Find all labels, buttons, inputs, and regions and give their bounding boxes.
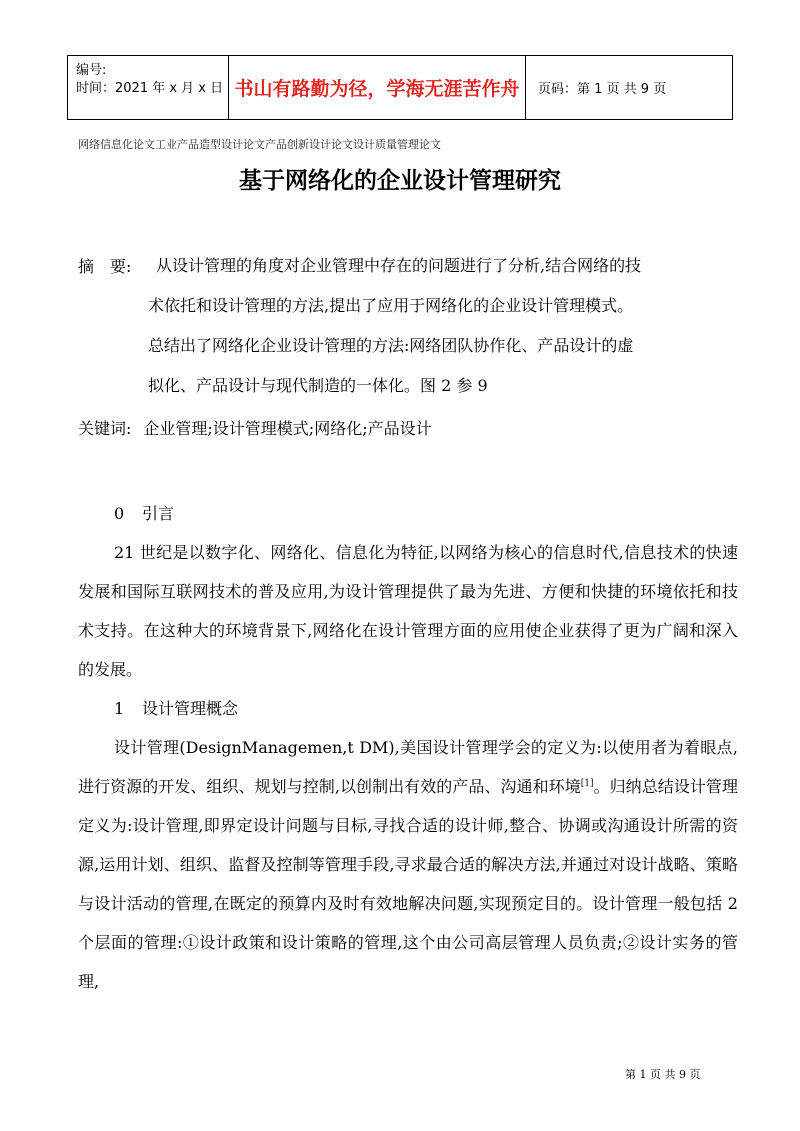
- abstract-line: 拟化、产品设计与现代制造的一体化。图 2 参 9: [148, 376, 488, 395]
- section-title: 设计管理概念: [142, 699, 239, 718]
- abstract-line: 总结出了网络化企业设计管理的方法:网络团队协作化、产品设计的虚: [148, 336, 634, 355]
- abstract-line: 术依托和设计管理的方法,提出了应用于网络化的企业设计管理模式。: [148, 296, 634, 315]
- citation: [1]: [580, 778, 594, 789]
- keywords-label: 关键词:: [78, 419, 132, 438]
- abstract-text: [148, 246, 738, 406]
- category-line: 网络信息化论文工业产品造型设计论文产品创新设计论文设计质量管理论文: [78, 138, 441, 151]
- document-title: 基于网络化的企业设计管理研究: [239, 167, 561, 194]
- section-title: 引言: [142, 504, 175, 523]
- header-meta-cell: [68, 56, 229, 119]
- motto: 书山有路勤为径，学海无涯苦作舟: [229, 56, 526, 119]
- paragraph: 21 世纪是以数字化、网络化、信息化为特征,以网络为核心的信息时代,信息技术的快速发展和国际互联网技术的普及应用,为设计管理提供了最为先进、方便和快捷的环境依托和技术支持。在这种大的环境背景下,网络化在设计管理方面的应用使企业获得了更为广阔和深入的发展。: [78, 543, 738, 679]
- section-number: 0: [114, 504, 125, 523]
- paragraph-text: 。归纳总结设计管理定义为:设计管理,即界定设计问题与目标,寻找合适的设计师,整合、协调或沟通设计所需的资源,运用计划、组织、监督及控制等管理手段,寻求最合适的解决方法,并通过对设计战略、策略与设计活动的管理,在既定的预算内及时有效地解决问题,实现预定目的。设计管理一般包括 2 个层面的管理:①设计政策和设计策略的管理,这个由公司高层管理人员负责;②设计实务的管理,: [78, 777, 738, 991]
- paragraph-text: 设计管理(DesignManagemen,t DM),美国设计管理学会的定义为:以使用者为着眼点,进行资源的开发、组织、规划与控制,以创制出有效的产品、沟通和环境: [78, 738, 738, 796]
- page-info: 页码：第 1 页 共 9 页: [538, 82, 667, 97]
- number-label: 编号:: [76, 63, 107, 78]
- header-table: [67, 55, 733, 120]
- section-heading: [78, 494, 738, 533]
- abstract-line: 从设计管理的角度对企业管理中存在的问题进行了分析,结合网络的技: [156, 256, 642, 275]
- abstract-label: 摘 要:: [78, 257, 132, 276]
- section-heading: [78, 689, 738, 728]
- keywords-value: 企业管理;设计管理模式;网络化;产品设计: [143, 419, 432, 438]
- body-text: [78, 494, 738, 1001]
- time-label: 时间：2021 年 x 月 x 日: [76, 81, 224, 96]
- section-number: 1: [114, 699, 125, 718]
- paragraph: [78, 728, 738, 1001]
- keywords: [78, 416, 432, 439]
- page-footer: 第 1 页 共 9 页: [625, 1068, 701, 1081]
